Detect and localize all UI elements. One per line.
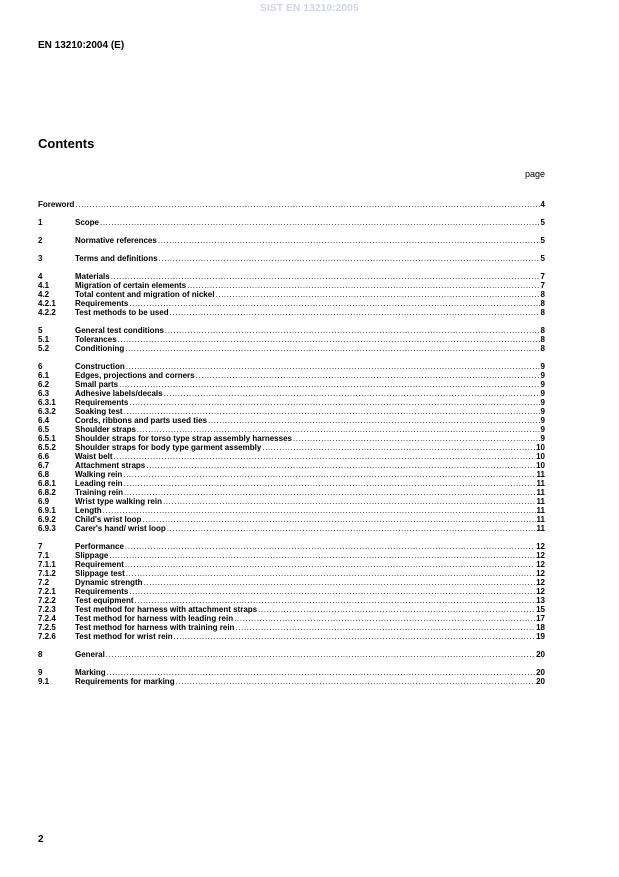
toc-entry[interactable] bbox=[38, 326, 545, 335]
toc-entry-title: Walking rein bbox=[75, 470, 123, 479]
toc-entry-page: 7 bbox=[540, 272, 545, 281]
toc-spacer bbox=[38, 353, 545, 362]
toc-entry-page: 20 bbox=[536, 677, 545, 686]
toc-entry-number: 6.3 bbox=[38, 389, 50, 398]
toc-entry[interactable] bbox=[38, 479, 545, 488]
toc-entry-title: Requirements bbox=[75, 398, 129, 407]
toc-entry-number: 5.1 bbox=[38, 335, 50, 344]
toc-entry-page: 4 bbox=[540, 200, 545, 209]
toc-dot-leader bbox=[164, 389, 540, 398]
toc-entry-number: 7 bbox=[38, 542, 43, 551]
toc-entry-number: 5.2 bbox=[38, 344, 50, 353]
toc-dot-leader bbox=[103, 506, 536, 515]
toc-entry-page: 11 bbox=[536, 524, 545, 533]
toc-entry-page: 8 bbox=[540, 290, 545, 299]
toc-entry-number: 6.8.1 bbox=[38, 479, 56, 488]
toc-dot-leader bbox=[124, 488, 536, 497]
toc-entry-title: Terms and definitions bbox=[75, 254, 158, 263]
toc-entry-title: Shoulder straps for torso type strap assembly harnesses bbox=[75, 434, 292, 443]
toc-entry-number: 7.1.2 bbox=[38, 569, 56, 578]
toc-entry[interactable] bbox=[38, 497, 545, 506]
toc-entry-title: Dynamic strength bbox=[75, 578, 143, 587]
toc-entry-number: 7.1.1 bbox=[38, 560, 56, 569]
toc-entry[interactable] bbox=[38, 614, 545, 623]
toc-entry-page: 9 bbox=[540, 371, 545, 380]
toc-entry-page: 10 bbox=[536, 461, 545, 470]
toc-spacer bbox=[38, 659, 545, 668]
toc-entry-page: 11 bbox=[536, 497, 545, 506]
toc-dot-leader bbox=[124, 479, 536, 488]
toc-entry-page: 9 bbox=[540, 389, 545, 398]
toc-entry-number: 6.9.3 bbox=[38, 524, 56, 533]
toc-dot-leader bbox=[126, 569, 535, 578]
toc-entry-title: Slippage bbox=[75, 551, 109, 560]
toc-entry[interactable] bbox=[38, 461, 545, 470]
toc-entry[interactable] bbox=[38, 380, 545, 389]
toc-entry-page: 18 bbox=[536, 623, 545, 632]
toc-dot-leader bbox=[124, 407, 540, 416]
toc-entry-number: 8 bbox=[38, 650, 43, 659]
toc-entry-title: Test equipment bbox=[75, 596, 134, 605]
toc-entry-number: 6.2 bbox=[38, 380, 50, 389]
page-column-label: page bbox=[524, 169, 545, 179]
toc-entry[interactable] bbox=[38, 452, 545, 461]
toc-entry-title: Requirement bbox=[75, 560, 124, 569]
toc-entry-title: Total content and migration of nickel bbox=[75, 290, 215, 299]
toc-entry-page: 11 bbox=[536, 470, 545, 479]
toc-entry-number: 6.5.1 bbox=[38, 434, 56, 443]
toc-entry-title: Waist belt bbox=[75, 452, 113, 461]
toc-entry[interactable] bbox=[38, 524, 545, 533]
toc-dot-leader bbox=[167, 524, 536, 533]
toc-entry-title: Attachment straps bbox=[75, 461, 146, 470]
toc-dot-leader bbox=[126, 362, 540, 371]
toc-spacer bbox=[38, 317, 545, 326]
toc-entry[interactable] bbox=[38, 398, 545, 407]
toc-dot-leader bbox=[137, 425, 540, 434]
toc-entry-page: 10 bbox=[536, 452, 545, 461]
toc-dot-leader bbox=[208, 416, 540, 425]
toc-dot-leader bbox=[119, 380, 539, 389]
toc-entry-page: 11 bbox=[536, 488, 545, 497]
toc-entry[interactable] bbox=[38, 515, 545, 524]
toc-entry-title: Shoulder straps bbox=[75, 425, 136, 434]
toc-entry[interactable] bbox=[38, 200, 545, 209]
toc-entry[interactable] bbox=[38, 578, 545, 587]
watermark-text: SIST EN 13210:2005 bbox=[260, 3, 359, 14]
toc-entry[interactable] bbox=[38, 587, 545, 596]
toc-entry[interactable] bbox=[38, 425, 545, 434]
toc-entry[interactable] bbox=[38, 335, 545, 344]
toc-entry-number: 6.1 bbox=[38, 371, 50, 380]
toc-entry-number: 6.8 bbox=[38, 470, 50, 479]
toc-entry-page: 11 bbox=[536, 506, 545, 515]
toc-entry[interactable] bbox=[38, 632, 545, 641]
toc-entry-page: 5 bbox=[540, 218, 545, 227]
toc-entry-number: 6 bbox=[38, 362, 43, 371]
toc-dot-leader bbox=[163, 497, 536, 506]
toc-entry[interactable] bbox=[38, 551, 545, 560]
toc-entry-title: Adhesive labels/decals bbox=[75, 389, 163, 398]
toc-entry-number: 6.5.2 bbox=[38, 443, 56, 452]
toc-entry-page: 5 bbox=[540, 254, 545, 263]
toc-entry-page: 15 bbox=[536, 605, 545, 614]
toc-entry-number: 6.9 bbox=[38, 497, 50, 506]
toc-dot-leader bbox=[176, 677, 536, 686]
toc-entry-title: Marking bbox=[75, 668, 106, 677]
toc-entry-title: Performance bbox=[75, 542, 124, 551]
toc-entry-title: Test method for harness with leading rein bbox=[75, 614, 234, 623]
toc-dot-leader bbox=[129, 299, 539, 308]
toc-entry-number: 4.2.1 bbox=[38, 299, 56, 308]
toc-entry-title: Child's wrist loop bbox=[75, 515, 142, 524]
toc-dot-leader bbox=[118, 335, 540, 344]
toc-spacer bbox=[38, 533, 545, 542]
toc-entry[interactable] bbox=[38, 290, 545, 299]
toc-entry-number: 4.2 bbox=[38, 290, 50, 299]
toc-entry-number: 7.2.6 bbox=[38, 632, 56, 641]
toc-entry-title: Test method for harness with attachment straps bbox=[75, 605, 258, 614]
toc-entry-page: 9 bbox=[540, 407, 545, 416]
toc-entry[interactable] bbox=[38, 299, 545, 308]
toc-entry-page: 7 bbox=[540, 281, 545, 290]
toc-entry-number: 6.6 bbox=[38, 452, 50, 461]
toc-entry-title: Tolerances bbox=[75, 335, 117, 344]
toc-entry[interactable] bbox=[38, 272, 545, 281]
toc-entry-page: 11 bbox=[536, 479, 545, 488]
toc-entry-number: 6.8.2 bbox=[38, 488, 56, 497]
table-of-contents bbox=[38, 200, 545, 686]
toc-entry-title: Requirements for marking bbox=[75, 677, 175, 686]
toc-entry-page: 12 bbox=[536, 560, 545, 569]
toc-entry[interactable] bbox=[38, 407, 545, 416]
toc-spacer bbox=[38, 263, 545, 272]
toc-entry[interactable] bbox=[38, 344, 545, 353]
toc-entry-page: 9 bbox=[540, 425, 545, 434]
toc-entry-number: 9 bbox=[38, 668, 43, 677]
toc-entry-title: Test method for wrist rein bbox=[75, 632, 173, 641]
toc-dot-leader bbox=[144, 578, 536, 587]
toc-entry[interactable] bbox=[38, 236, 545, 245]
toc-entry[interactable] bbox=[38, 623, 545, 632]
toc-entry-title: General test conditions bbox=[75, 326, 164, 335]
page-title: Contents bbox=[38, 136, 95, 151]
toc-entry-title: Carer's hand/ wrist loop bbox=[75, 524, 166, 533]
toc-entry-number: 7.2.3 bbox=[38, 605, 56, 614]
toc-entry-title: Shoulder straps for body type garment assembly bbox=[75, 443, 262, 452]
toc-entry-title: Soaking test bbox=[75, 407, 123, 416]
toc-dot-leader bbox=[106, 650, 535, 659]
toc-entry[interactable] bbox=[38, 605, 545, 614]
toc-dot-leader bbox=[262, 443, 535, 452]
toc-entry-page: 12 bbox=[536, 542, 545, 551]
toc-entry-page: 11 bbox=[536, 515, 545, 524]
toc-dot-leader bbox=[235, 623, 535, 632]
toc-entry-number: 7.2.2 bbox=[38, 596, 56, 605]
toc-entry-title: Materials bbox=[75, 272, 110, 281]
toc-entry-number: 7.2 bbox=[38, 578, 50, 587]
toc-entry-page: 20 bbox=[536, 668, 545, 677]
toc-entry-title: Training rein bbox=[75, 488, 124, 497]
toc-entry-page: 9 bbox=[540, 380, 545, 389]
toc-entry-number: Foreword bbox=[38, 200, 75, 209]
toc-entry[interactable] bbox=[38, 560, 545, 569]
toc-entry[interactable] bbox=[38, 254, 545, 263]
toc-entry-page: 12 bbox=[536, 569, 545, 578]
toc-entry-page: 8 bbox=[540, 335, 545, 344]
toc-entry-number: 5 bbox=[38, 326, 43, 335]
toc-dot-leader bbox=[165, 326, 540, 335]
toc-entry[interactable] bbox=[38, 308, 545, 317]
toc-entry-page: 19 bbox=[536, 632, 545, 641]
toc-entry-title: Scope bbox=[75, 218, 100, 227]
toc-entry[interactable] bbox=[38, 218, 545, 227]
toc-entry-title: Cords, ribbons and parts used ties bbox=[75, 416, 208, 425]
toc-entry[interactable] bbox=[38, 434, 545, 443]
toc-entry[interactable] bbox=[38, 677, 545, 686]
toc-entry-page: 8 bbox=[540, 326, 545, 335]
toc-entry-page: 20 bbox=[536, 650, 545, 659]
toc-dot-leader bbox=[215, 290, 539, 299]
toc-entry-number: 7.1 bbox=[38, 551, 50, 560]
toc-entry-page: 17 bbox=[536, 614, 545, 623]
toc-entry[interactable] bbox=[38, 470, 545, 479]
toc-dot-leader bbox=[125, 344, 539, 353]
toc-entry-title: Conditioning bbox=[75, 344, 125, 353]
toc-entry-page: 13 bbox=[536, 596, 545, 605]
toc-entry-page: 9 bbox=[540, 362, 545, 371]
toc-entry[interactable] bbox=[38, 596, 545, 605]
toc-entry-title: Leading rein bbox=[75, 479, 123, 488]
toc-entry[interactable] bbox=[38, 362, 545, 371]
toc-entry-number: 4.1 bbox=[38, 281, 50, 290]
toc-entry-title: Wrist type walking rein bbox=[75, 497, 162, 506]
toc-entry-page: 9 bbox=[540, 434, 545, 443]
toc-entry-title: Test methods to be used bbox=[75, 308, 169, 317]
toc-entry-number: 6.7 bbox=[38, 461, 50, 470]
toc-entry-title: Requirements bbox=[75, 299, 129, 308]
toc-entry-page: 12 bbox=[536, 587, 545, 596]
toc-entry-number: 6.3.1 bbox=[38, 398, 56, 407]
toc-entry[interactable] bbox=[38, 650, 545, 659]
toc-entry[interactable] bbox=[38, 416, 545, 425]
toc-dot-leader bbox=[109, 551, 535, 560]
toc-dot-leader bbox=[196, 371, 540, 380]
toc-entry-number: 9.1 bbox=[38, 677, 50, 686]
toc-entry[interactable] bbox=[38, 542, 545, 551]
toc-dot-leader bbox=[129, 587, 535, 596]
toc-dot-leader bbox=[159, 254, 540, 263]
toc-entry[interactable] bbox=[38, 389, 545, 398]
toc-dot-leader bbox=[158, 236, 540, 245]
toc-dot-leader bbox=[142, 515, 535, 524]
toc-entry-number: 6.5 bbox=[38, 425, 50, 434]
toc-entry-number: 7.2.1 bbox=[38, 587, 56, 596]
toc-entry[interactable] bbox=[38, 371, 545, 380]
toc-entry-number: 6.9.2 bbox=[38, 515, 56, 524]
toc-dot-leader bbox=[100, 218, 540, 227]
toc-entry-title: Length bbox=[75, 506, 102, 515]
toc-dot-leader bbox=[123, 470, 535, 479]
toc-entry[interactable] bbox=[38, 569, 545, 578]
toc-entry[interactable] bbox=[38, 668, 545, 677]
toc-dot-leader bbox=[129, 398, 539, 407]
toc-entry-page: 10 bbox=[536, 443, 545, 452]
toc-entry-title: Normative references bbox=[75, 236, 157, 245]
toc-entry-number: 6.3.2 bbox=[38, 407, 56, 416]
toc-entry-page: 5 bbox=[540, 236, 545, 245]
toc-entry-title: Slippage test bbox=[75, 569, 125, 578]
toc-entry-number: 2 bbox=[38, 236, 43, 245]
toc-dot-leader bbox=[170, 308, 540, 317]
toc-entry-page: 9 bbox=[540, 398, 545, 407]
toc-entry-number: 7.2.5 bbox=[38, 623, 56, 632]
toc-entry-page: 12 bbox=[536, 551, 545, 560]
toc-dot-leader bbox=[293, 434, 540, 443]
toc-entry-title: Migration of certain elements bbox=[75, 281, 187, 290]
toc-dot-leader bbox=[174, 632, 535, 641]
toc-dot-leader bbox=[113, 452, 535, 461]
toc-entry-number: 6.4 bbox=[38, 416, 50, 425]
toc-dot-leader bbox=[75, 200, 539, 209]
toc-entry-page: 8 bbox=[540, 299, 545, 308]
toc-spacer bbox=[38, 641, 545, 650]
document-id: EN 13210:2004 (E) bbox=[38, 40, 125, 51]
toc-spacer bbox=[38, 209, 545, 218]
toc-entry-number: 7.2.4 bbox=[38, 614, 56, 623]
toc-entry-page: 9 bbox=[540, 416, 545, 425]
toc-entry-title: General bbox=[75, 650, 105, 659]
toc-entry-title: Test method for harness with training rein bbox=[75, 623, 235, 632]
toc-entry-number: 4.2.2 bbox=[38, 308, 56, 317]
toc-entry-number: 6.9.1 bbox=[38, 506, 56, 515]
toc-dot-leader bbox=[111, 272, 540, 281]
toc-dot-leader bbox=[135, 596, 536, 605]
toc-dot-leader bbox=[125, 542, 535, 551]
toc-dot-leader bbox=[146, 461, 535, 470]
toc-entry[interactable] bbox=[38, 443, 545, 452]
toc-entry-title: Edges, projections and corners bbox=[75, 371, 195, 380]
toc-entry[interactable] bbox=[38, 488, 545, 497]
toc-entry-number: 4 bbox=[38, 272, 43, 281]
toc-entry[interactable] bbox=[38, 281, 545, 290]
toc-entry-number: 1 bbox=[38, 218, 43, 227]
toc-entry-number: 3 bbox=[38, 254, 43, 263]
toc-dot-leader bbox=[187, 281, 539, 290]
toc-dot-leader bbox=[107, 668, 535, 677]
toc-spacer bbox=[38, 227, 545, 236]
toc-entry-page: 8 bbox=[540, 308, 545, 317]
page-number: 2 bbox=[38, 834, 44, 845]
toc-entry[interactable] bbox=[38, 506, 545, 515]
toc-entry-title: Small parts bbox=[75, 380, 119, 389]
toc-entry-title: Requirements bbox=[75, 587, 129, 596]
toc-entry-title: Construction bbox=[75, 362, 125, 371]
toc-dot-leader bbox=[258, 605, 535, 614]
toc-entry-page: 12 bbox=[536, 578, 545, 587]
toc-entry-page: 8 bbox=[540, 344, 545, 353]
toc-spacer bbox=[38, 245, 545, 254]
toc-dot-leader bbox=[234, 614, 535, 623]
toc-dot-leader bbox=[125, 560, 535, 569]
